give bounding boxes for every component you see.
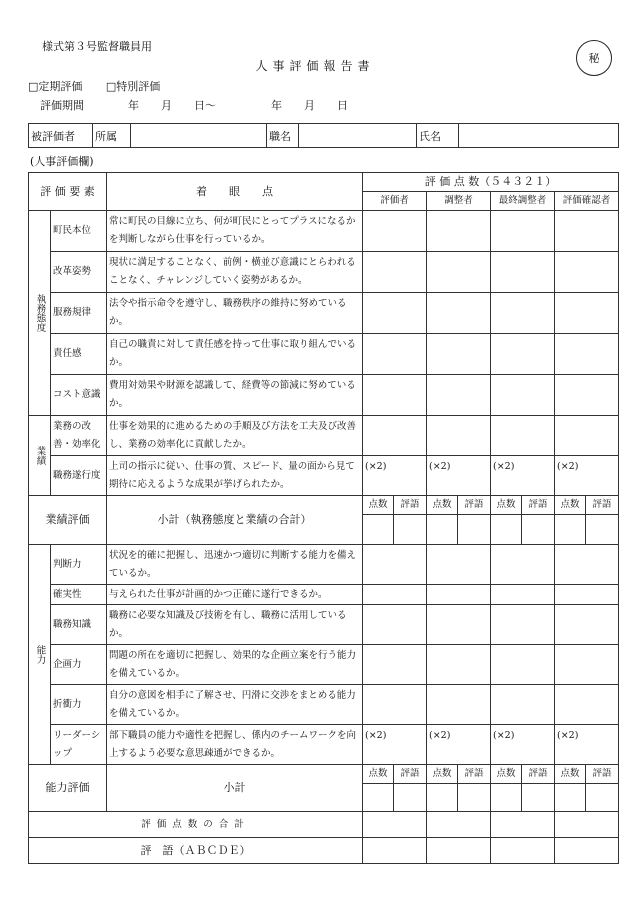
score-cell[interactable] bbox=[363, 375, 427, 416]
score-cell[interactable] bbox=[363, 416, 427, 456]
name-label: 氏名 bbox=[417, 124, 459, 148]
evaluatee-label: 被評価者 bbox=[29, 124, 93, 148]
score-cell[interactable] bbox=[491, 685, 555, 725]
position-field[interactable] bbox=[299, 124, 417, 148]
score-cell[interactable] bbox=[491, 334, 555, 375]
ability-category: 能力 bbox=[29, 545, 51, 765]
comment-label: 評語 bbox=[522, 496, 555, 515]
final-adjuster-header: 最終調整者 bbox=[491, 192, 555, 211]
grade-cell[interactable] bbox=[363, 838, 427, 864]
score-cell[interactable] bbox=[427, 605, 491, 645]
item-focus: 与えられた仕事が計画的かつ正確に遂行できるか。 bbox=[107, 585, 363, 605]
score-cell[interactable] bbox=[491, 252, 555, 293]
score-label: 点数 bbox=[491, 496, 522, 515]
multiplier-cell[interactable]: (×2) bbox=[363, 456, 427, 496]
item-focus: 上司の指示に従い、仕事の質、スピード、量の面から見て期待に応えるような成果が挙げられたか。 bbox=[107, 456, 363, 496]
attitude-category: 執務態度 bbox=[29, 211, 51, 416]
multiplier-cell[interactable]: (×2) bbox=[427, 456, 491, 496]
score-cell[interactable] bbox=[555, 545, 619, 585]
confidential-seal: 秘 bbox=[576, 40, 612, 76]
multiplier-cell[interactable]: (×2) bbox=[491, 456, 555, 496]
evaluation-table bbox=[28, 172, 619, 864]
score-cell[interactable] bbox=[555, 645, 619, 685]
score-cell[interactable] bbox=[427, 252, 491, 293]
score-cell[interactable] bbox=[491, 605, 555, 645]
score-cell[interactable] bbox=[363, 605, 427, 645]
score-cell[interactable] bbox=[427, 585, 491, 605]
score-cell[interactable] bbox=[491, 416, 555, 456]
item-name: 職務遂行度 bbox=[51, 456, 107, 496]
score-cell[interactable] bbox=[427, 685, 491, 725]
score-cell[interactable] bbox=[363, 293, 427, 334]
score-cell[interactable] bbox=[555, 334, 619, 375]
item-focus: 自分の意図を相手に了解させ、円滑に交渉をまとめる能力を備えているか。 bbox=[107, 685, 363, 725]
multiplier-cell[interactable]: (×2) bbox=[555, 456, 619, 496]
score-cell[interactable] bbox=[427, 416, 491, 456]
score-cell[interactable] bbox=[555, 252, 619, 293]
score-cell[interactable] bbox=[427, 645, 491, 685]
item-name: 判断力 bbox=[51, 545, 107, 585]
section-note: (人事評価欄) bbox=[30, 155, 94, 168]
focus-header: 着 眼 点 bbox=[107, 173, 363, 211]
subtotal-comment-cell[interactable] bbox=[394, 784, 427, 812]
multiplier-cell[interactable]: (×2) bbox=[555, 725, 619, 765]
score-label: 点数 bbox=[363, 496, 394, 515]
position-label: 職名 bbox=[267, 124, 299, 148]
score-cell[interactable] bbox=[491, 545, 555, 585]
item-name: 町民本位 bbox=[51, 211, 107, 252]
item-name: 折衝力 bbox=[51, 685, 107, 725]
subtotal-score-cell[interactable] bbox=[491, 784, 522, 812]
adjuster-header: 調整者 bbox=[427, 192, 491, 211]
subtotal-comment-cell[interactable] bbox=[458, 515, 491, 545]
score-cell[interactable] bbox=[427, 293, 491, 334]
score-cell[interactable] bbox=[363, 545, 427, 585]
multiplier-cell[interactable]: (×2) bbox=[427, 725, 491, 765]
evaluatee-header-table bbox=[28, 123, 619, 148]
item-focus: 仕事を効果的に進めるための手順及び方法を工夫及び改善し、業務の効率化に貢献したか。 bbox=[107, 416, 363, 456]
performance-category: 業績 bbox=[29, 416, 51, 496]
item-focus: 法令や指示命令を遵守し、職務秩序の維持に努めているか。 bbox=[107, 293, 363, 334]
performance-subtotal-label: 業績評価 bbox=[29, 496, 107, 545]
subtotal-score-cell[interactable] bbox=[555, 515, 586, 545]
total-score-cell[interactable] bbox=[427, 812, 491, 838]
score-cell[interactable] bbox=[427, 545, 491, 585]
subtotal-comment-cell[interactable] bbox=[458, 784, 491, 812]
item-focus: 費用対効果や財源を認識して、経費等の節減に努めているか。 bbox=[107, 375, 363, 416]
score-label: 点数 bbox=[427, 765, 458, 784]
score-cell[interactable] bbox=[363, 252, 427, 293]
item-name: 確実性 bbox=[51, 585, 107, 605]
item-name: 業務の改善・効率化 bbox=[51, 416, 107, 456]
grade-label: 評 語（ＡＢＣＤＥ） bbox=[29, 838, 363, 864]
subtotal-comment-cell[interactable] bbox=[586, 515, 619, 545]
comment-label: 評語 bbox=[394, 765, 427, 784]
score-cell[interactable] bbox=[555, 211, 619, 252]
score-cell[interactable] bbox=[491, 585, 555, 605]
comment-label: 評語 bbox=[522, 765, 555, 784]
grade-cell[interactable] bbox=[491, 838, 555, 864]
score-label: 点数 bbox=[363, 765, 394, 784]
form-id: 様式第３号監督職員用 bbox=[42, 40, 152, 53]
evaluator-header: 評価者 bbox=[363, 192, 427, 211]
grade-cell[interactable] bbox=[427, 838, 491, 864]
comment-label: 評語 bbox=[586, 496, 619, 515]
subtotal-score-cell[interactable] bbox=[491, 515, 522, 545]
item-focus: 常に町民の目線に立ち、何が町民にとってプラスになるかを判断しながら仕事を行っているか。 bbox=[107, 211, 363, 252]
evaluation-type-row bbox=[28, 78, 180, 94]
comment-label: 評語 bbox=[586, 765, 619, 784]
subtotal-score-cell[interactable] bbox=[427, 515, 458, 545]
score-label: 点数 bbox=[427, 496, 458, 515]
item-name: 改革姿勢 bbox=[51, 252, 107, 293]
score-cell[interactable] bbox=[363, 685, 427, 725]
item-name: コスト意識 bbox=[51, 375, 107, 416]
item-focus: 自己の職責に対して責任感を持って仕事に取り組んでいるか。 bbox=[107, 334, 363, 375]
comment-label: 評語 bbox=[458, 496, 491, 515]
subtotal-score-cell[interactable] bbox=[363, 784, 394, 812]
total-score-cell[interactable] bbox=[555, 812, 619, 838]
special-evaluation-checkbox[interactable]: □特別評価 bbox=[105, 80, 161, 93]
score-cell[interactable] bbox=[491, 293, 555, 334]
score-cell[interactable] bbox=[555, 585, 619, 605]
ability-subtotal-label: 能力評価 bbox=[29, 765, 107, 812]
subtotal-comment-cell[interactable] bbox=[394, 515, 427, 545]
item-focus: 問題の所在を適切に把握し、効果的な企画立案を行う能力を備えているか。 bbox=[107, 645, 363, 685]
score-cell[interactable] bbox=[555, 685, 619, 725]
subtotal-comment-cell[interactable] bbox=[586, 784, 619, 812]
total-score-label: 評価点数の合計 bbox=[29, 812, 363, 838]
score-cell[interactable] bbox=[363, 334, 427, 375]
comment-label: 評語 bbox=[394, 496, 427, 515]
evaluation-period-row bbox=[40, 97, 348, 113]
regular-evaluation-checkbox[interactable]: □定期評価 bbox=[28, 80, 83, 93]
subtotal-score-cell[interactable] bbox=[363, 515, 394, 545]
multiplier-cell[interactable]: (×2) bbox=[491, 725, 555, 765]
item-name: リーダーシップ bbox=[51, 725, 107, 765]
score-cell[interactable] bbox=[363, 211, 427, 252]
score-cell[interactable] bbox=[555, 375, 619, 416]
period-dates[interactable]: 年 月 日〜 年 月 日 bbox=[84, 99, 348, 112]
dept-label: 所属 bbox=[93, 124, 131, 148]
comment-label: 評語 bbox=[458, 765, 491, 784]
subtotal-score-cell[interactable] bbox=[555, 784, 586, 812]
score-cell[interactable] bbox=[363, 645, 427, 685]
period-label: 評価期間 bbox=[40, 99, 84, 112]
item-name: 職務知識 bbox=[51, 605, 107, 645]
score-cell[interactable] bbox=[363, 585, 427, 605]
score-cell[interactable] bbox=[491, 375, 555, 416]
score-header: 評 価 点 数（５４３２１） bbox=[363, 173, 619, 192]
multiplier-cell[interactable]: (×2) bbox=[363, 725, 427, 765]
name-field[interactable] bbox=[459, 124, 619, 148]
score-cell[interactable] bbox=[427, 375, 491, 416]
score-label: 点数 bbox=[555, 496, 586, 515]
item-name: 責任感 bbox=[51, 334, 107, 375]
score-cell[interactable] bbox=[427, 211, 491, 252]
item-focus: 部下職員の能力や適性を把握し、係内のチームワークを向上するよう必要な意思疎通ができるか。 bbox=[107, 725, 363, 765]
item-name: 企画力 bbox=[51, 645, 107, 685]
ability-subtotal-text: 小計 bbox=[107, 765, 363, 812]
total-score-cell[interactable] bbox=[363, 812, 427, 838]
total-score-cell[interactable] bbox=[491, 812, 555, 838]
score-cell[interactable] bbox=[427, 334, 491, 375]
item-focus: 職務に必要な知識及び技術を有し、職務に活用しているか。 bbox=[107, 605, 363, 645]
score-cell[interactable] bbox=[555, 293, 619, 334]
item-focus: 現状に満足することなく、前例・横並び意識にとらわれることなく、チャレンジしていく姿勢があるか。 bbox=[107, 252, 363, 293]
confirmer-header: 評価確認者 bbox=[555, 192, 619, 211]
score-cell[interactable] bbox=[491, 211, 555, 252]
subtotal-comment-cell[interactable] bbox=[522, 515, 555, 545]
score-cell[interactable] bbox=[555, 605, 619, 645]
item-name: 服務規律 bbox=[51, 293, 107, 334]
score-cell[interactable] bbox=[491, 645, 555, 685]
score-label: 点数 bbox=[491, 765, 522, 784]
score-cell[interactable] bbox=[555, 416, 619, 456]
element-header: 評 価 要 素 bbox=[29, 173, 107, 211]
score-label: 点数 bbox=[555, 765, 586, 784]
item-focus: 状況を的確に把握し、迅速かつ適切に判断する能力を備えているか。 bbox=[107, 545, 363, 585]
performance-subtotal-text: 小計（執務態度と業績の合計） bbox=[107, 496, 363, 545]
subtotal-comment-cell[interactable] bbox=[522, 784, 555, 812]
document-title: 人事評価報告書 bbox=[255, 59, 375, 73]
grade-cell[interactable] bbox=[555, 838, 619, 864]
subtotal-score-cell[interactable] bbox=[427, 784, 458, 812]
dept-field[interactable] bbox=[131, 124, 267, 148]
